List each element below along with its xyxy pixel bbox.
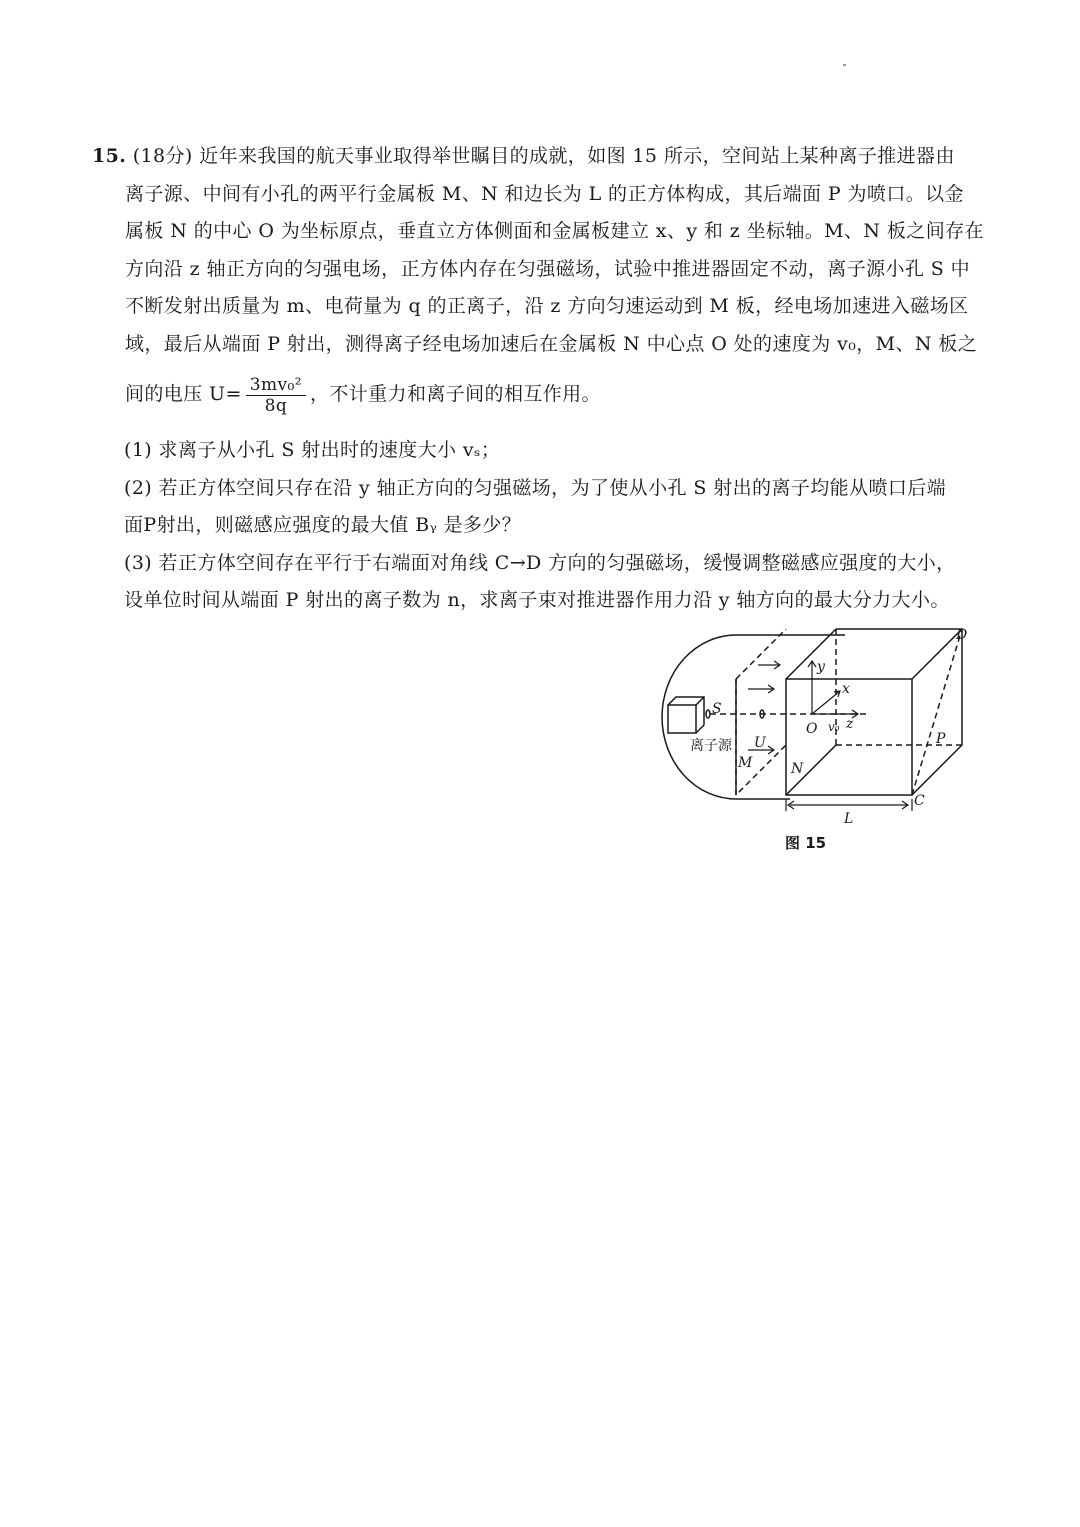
label-S: S bbox=[712, 701, 722, 717]
source-label: 离子源 bbox=[690, 738, 732, 754]
problem-parts bbox=[124, 432, 984, 620]
hole-S bbox=[706, 710, 710, 718]
problem-text-line: 离子源、中间有小孔的两平行金属板 M、N 和边长为 L 的正方体构成，其后端面 P 为喷口。以金 bbox=[125, 182, 964, 205]
part-2-line-1: (2) 若正方体空间只存在沿 y 轴正方向的匀强磁场，为了使从小孔 S 射出的离子均能从喷口后端 bbox=[124, 476, 947, 499]
part-3-line-1: (3) 若正方体空间存在平行于右端面对角线 C→D 方向的匀强磁场，缓慢调整磁感应强度的大小， bbox=[124, 551, 956, 574]
problem-number: 15. bbox=[92, 145, 127, 167]
label-D: D bbox=[956, 627, 968, 643]
label-L: L bbox=[844, 811, 854, 827]
part-2-line-2: 面P射出，则磁感应强度的最大值 Bᵧ 是多少？ bbox=[124, 514, 522, 536]
label-z: z bbox=[846, 716, 854, 732]
dimension-L bbox=[786, 799, 912, 811]
problem-text-line: 近年来我国的航天事业取得举世瞩目的成就，如图 15 所示，空间站上某种离子推进器由 bbox=[199, 145, 955, 167]
problem-text-line: 域，最后从端面 P 射出，测得离子经电场加速后在金属板 N 中心点 O 处的速度为 v₀，M、N 板之 bbox=[125, 332, 978, 355]
part-1: (1) 求离子从小孔 S 射出时的速度大小 vₛ； bbox=[124, 439, 501, 461]
scan-speck bbox=[843, 64, 846, 66]
label-v0: v₀ bbox=[828, 720, 840, 734]
label-C: C bbox=[914, 793, 925, 809]
coordinate-axes bbox=[808, 661, 858, 718]
ion-source-cube bbox=[668, 697, 704, 733]
figure-caption: 图 15 bbox=[785, 834, 827, 852]
label-P: P bbox=[936, 731, 946, 747]
voltage-suffix: ，不计重力和离子间的相互作用。 bbox=[309, 383, 601, 406]
voltage-fraction bbox=[246, 375, 306, 416]
problem-line-1 bbox=[92, 138, 972, 176]
problem-text-line: 方向沿 z 轴正方向的匀强电场，正方体内存在匀强磁场，试验中推进器固定不动，离子源小孔 S 中 bbox=[125, 257, 970, 280]
plate-N bbox=[786, 629, 912, 795]
problem-text-line: 属板 N 的中心 O 为坐标原点，垂直立方体侧面和金属板建立 x、y 和 z 坐标轴。M、N 板之间存在 bbox=[125, 220, 984, 242]
voltage-prefix: 间的电压 U= bbox=[125, 383, 242, 406]
voltage-line bbox=[92, 367, 972, 423]
label-y: y bbox=[817, 659, 825, 675]
fraction-denominator: 8q bbox=[264, 395, 288, 416]
label-x: x bbox=[842, 681, 850, 697]
label-U: U bbox=[754, 735, 766, 751]
problem-15 bbox=[92, 138, 984, 423]
label-M: M bbox=[738, 755, 753, 771]
label-O: O bbox=[806, 721, 818, 737]
label-N: N bbox=[791, 761, 804, 777]
problem-score: (18分) bbox=[132, 145, 193, 167]
problem-text-line: 不断发射出质量为 m、电荷量为 q 的正离子，沿 z 方向匀速运动到 M 板，经电场加速进入磁场区 bbox=[125, 295, 969, 317]
fraction-numerator: 3mv₀² bbox=[246, 375, 306, 396]
part-3-line-2: 设单位时间从端面 P 射出的离子数为 n，求离子束对推进器作用力沿 y 轴方向的最大分力大小。 bbox=[124, 589, 950, 611]
figure-15-diagram bbox=[650, 625, 980, 865]
